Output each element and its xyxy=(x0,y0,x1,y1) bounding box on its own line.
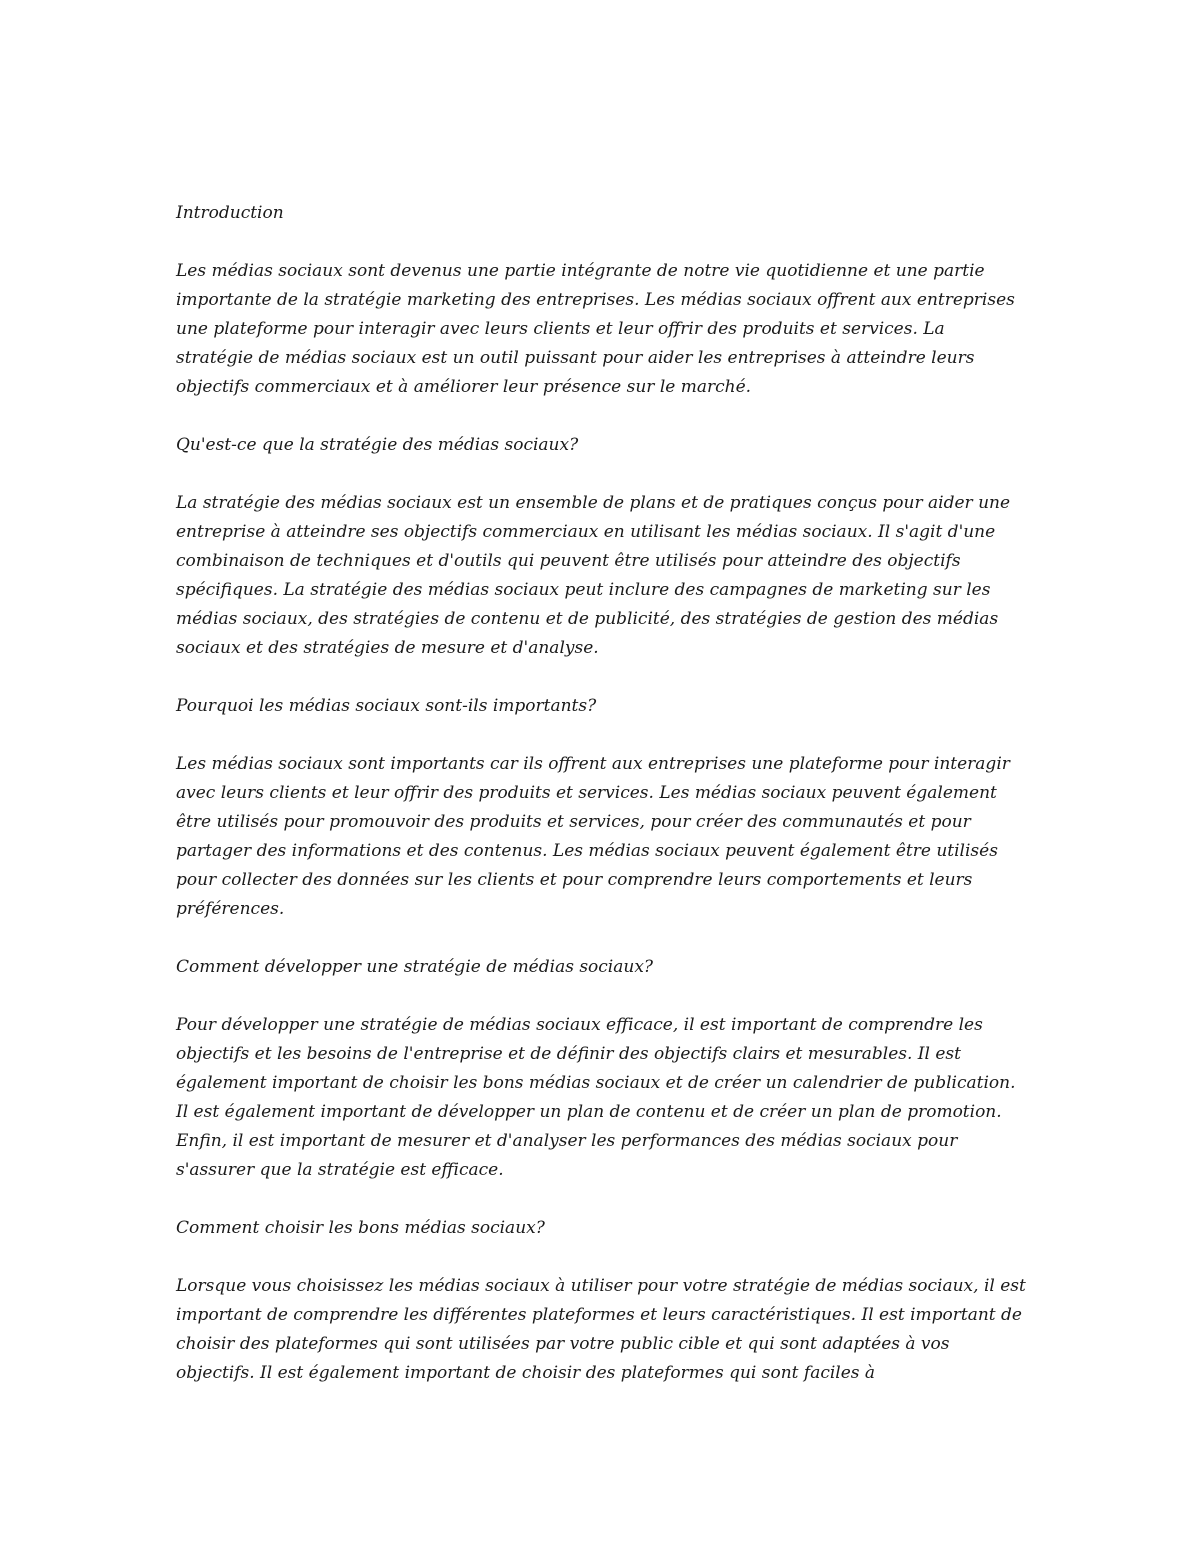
section-heading-development: Comment développer une stratégie de médias sociaux? xyxy=(176,957,654,977)
section-heading-choice: Comment choisir les bons médias sociaux? xyxy=(176,1218,545,1238)
section-paragraph-importance: Les médias sociaux sont importants car ils offrent aux entreprises une plateforme pour interagir avec leurs clients et leur offrir des produits et services. Les médias sociaux peuvent également être utilisés pour promouvoir des produits et services, pour créer des communautés et pour partager des informations et des contenus. Les médias sociaux peuvent également être utilisés pour collecter des données sur les clients et pour comprendre leurs comportements et leurs préférences. xyxy=(176,754,1010,919)
section-paragraph-choice: Lorsque vous choisissez les médias sociaux à utiliser pour votre stratégie de médias sociaux, il est important de comprendre les différentes plateformes et leurs caractéristiques. Il est important de choisir des plateformes qui sont utilisées par votre public cible et qui sont adaptées à vos objectifs. Il est également important de choisir des plateformes qui sont faciles à xyxy=(176,1276,1026,1383)
document-body xyxy=(176,199,1026,1417)
section-paragraph-definition: La stratégie des médias sociaux est un ensemble de plans et de pratiques conçus pour aider une entreprise à atteindre ses objectifs commerciaux en utilisant les médias sociaux. Il s'agit d'une combinaison de techniques et d'outils qui peuvent être utilisés pour atteindre des objectifs spécifiques. La stratégie des médias sociaux peut inclure des campagnes de marketing sur les médias sociaux, des stratégies de contenu et de publicité, des stratégies de gestion des médias sociaux et des stratégies de mesure et d'analyse. xyxy=(176,493,1011,658)
section-heading-definition: Qu'est-ce que la stratégie des médias sociaux? xyxy=(176,435,579,455)
section-paragraph-development: Pour développer une stratégie de médias sociaux efficace, il est important de comprendre les objectifs et les besoins de l'entreprise et de définir des objectifs clairs et mesurables. Il est également important de choisir les bons médias sociaux et de créer un calendrier de publication. Il est également important de développer un plan de contenu et de créer un plan de promotion. Enfin, il est important de mesurer et d'analyser les performances des médias sociaux pour s'assurer que la stratégie est efficace. xyxy=(176,1015,1016,1180)
section-heading-introduction: Introduction xyxy=(176,203,284,223)
section-paragraph-introduction: Les médias sociaux sont devenus une partie intégrante de notre vie quotidienne et une partie importante de la stratégie marketing des entreprises. Les médias sociaux offrent aux entreprises une plateforme pour interagir avec leurs clients et leur offrir des produits et services. La stratégie de médias sociaux est un outil puissant pour aider les entreprises à atteindre leurs objectifs commerciaux et à améliorer leur présence sur le marché. xyxy=(176,261,1015,397)
section-heading-importance: Pourquoi les médias sociaux sont-ils importants? xyxy=(176,696,597,716)
